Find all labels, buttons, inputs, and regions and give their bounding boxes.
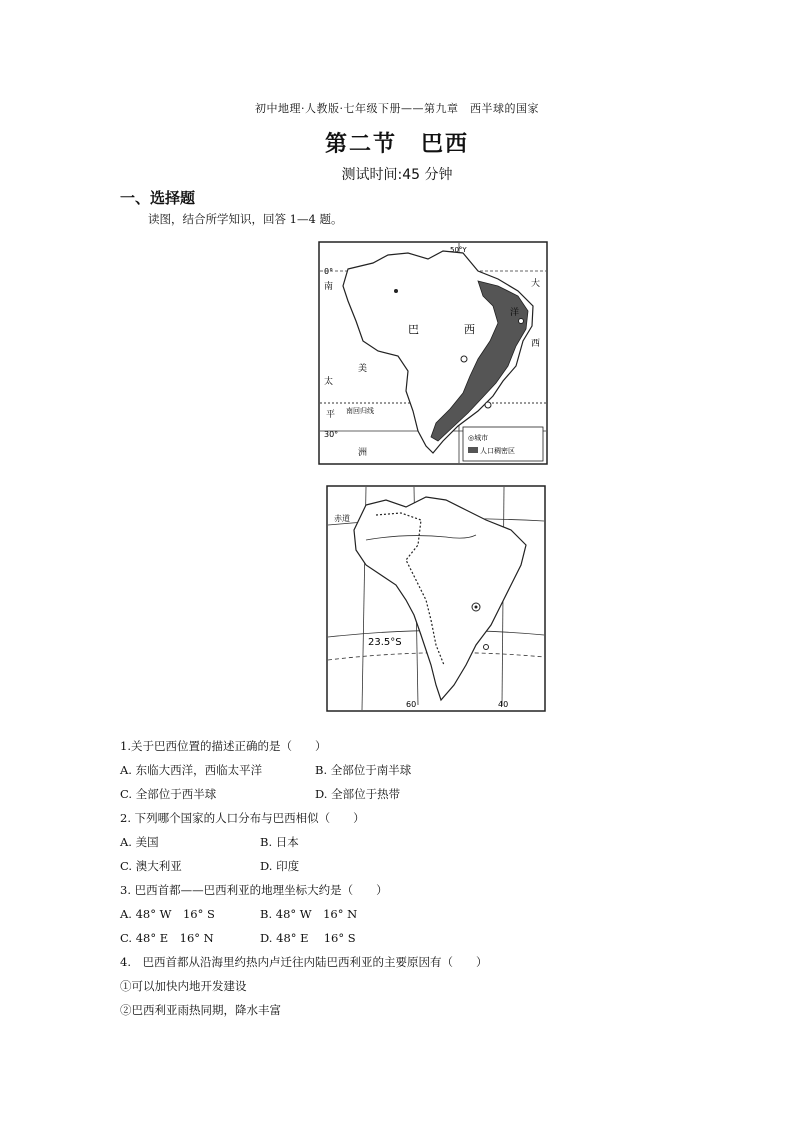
country-char-1: 巴 (408, 323, 419, 336)
label-nan: 南 (324, 282, 334, 292)
q3-option-c: C. 48° E 16° N (120, 931, 214, 945)
lon-label-40: 40 (498, 700, 509, 709)
q2-option-b: B. 日本 (260, 835, 299, 849)
page-title: 第二节 巴西 (324, 132, 469, 157)
lon-label-60: 60 (406, 700, 417, 709)
document-header: 初中地理·人教版·七年级下册——第九章 西半球的国家 (255, 102, 539, 115)
q2-option-a: A. 美国 (120, 835, 159, 849)
lat-label-0: 0° (324, 267, 334, 276)
map-legend (463, 427, 543, 461)
q1-option-b: B. 全部位于南半球 (315, 763, 412, 777)
q1-option-d: D. 全部位于热带 (315, 787, 401, 801)
legend-city: ◎城市 (468, 434, 489, 442)
tropic-label: 南回归线 (346, 407, 374, 415)
q3-option-d: D. 48° E 16° S (260, 931, 356, 945)
section-heading: 一、选择题 (120, 189, 196, 207)
country-char-2: 西 (464, 323, 475, 336)
legend-dense-swatch (468, 447, 478, 453)
q3-option-b: B. 48° W 16° N (260, 907, 358, 921)
label-yang: 洋 (510, 308, 520, 318)
q1-option-a: A. 东临大西洋，西临太平洋 (120, 763, 263, 777)
label-mei: 美 (358, 364, 368, 374)
test-time: 测试时间:45 分钟 (341, 167, 453, 183)
q1-option-c: C. 全部位于西半球 (120, 787, 217, 801)
question-3-stem: 3. 巴西首都——巴西利亚的地理坐标大约是（ ） (120, 883, 388, 897)
south-america-map (326, 485, 546, 712)
label-ping: 平 (326, 410, 336, 420)
question-4-stem: 4. 巴西首都从沿海里约热内卢迁往内陆巴西利亚的主要原因有（ ） (120, 955, 488, 969)
q4-item-2: ②巴西利亚雨热同期，降水丰富 (120, 1003, 281, 1017)
q3-option-a: A. 48° W 16° S (120, 907, 215, 921)
label-xi: 西 (531, 339, 541, 349)
lat-label-30: 30° (324, 430, 339, 439)
intro-text: 读图，结合所学知识，回答 1—4 题。 (148, 212, 343, 226)
q4-item-1: ①可以加快内地开发建设 (120, 979, 247, 993)
brazil-population-map (318, 241, 548, 465)
question-2-stem: 2. 下列哪个国家的人口分布与巴西相似（ ） (120, 811, 365, 825)
equator-label: 赤道 (334, 514, 350, 523)
q2-option-d: D. 印度 (260, 859, 300, 873)
lon-label-50: 50°Y (450, 246, 467, 254)
label-tai: 太 (324, 377, 334, 387)
legend-dense: 人口稠密区 (480, 447, 515, 455)
question-1-stem: 1.关于巴西位置的描述正确的是（ ） (120, 739, 327, 753)
q2-option-c: C. 澳大利亚 (120, 859, 182, 873)
label-da: 大 (531, 279, 541, 289)
tropic-label-2: 23.5°S (368, 637, 402, 648)
label-zhou: 洲 (358, 448, 368, 458)
